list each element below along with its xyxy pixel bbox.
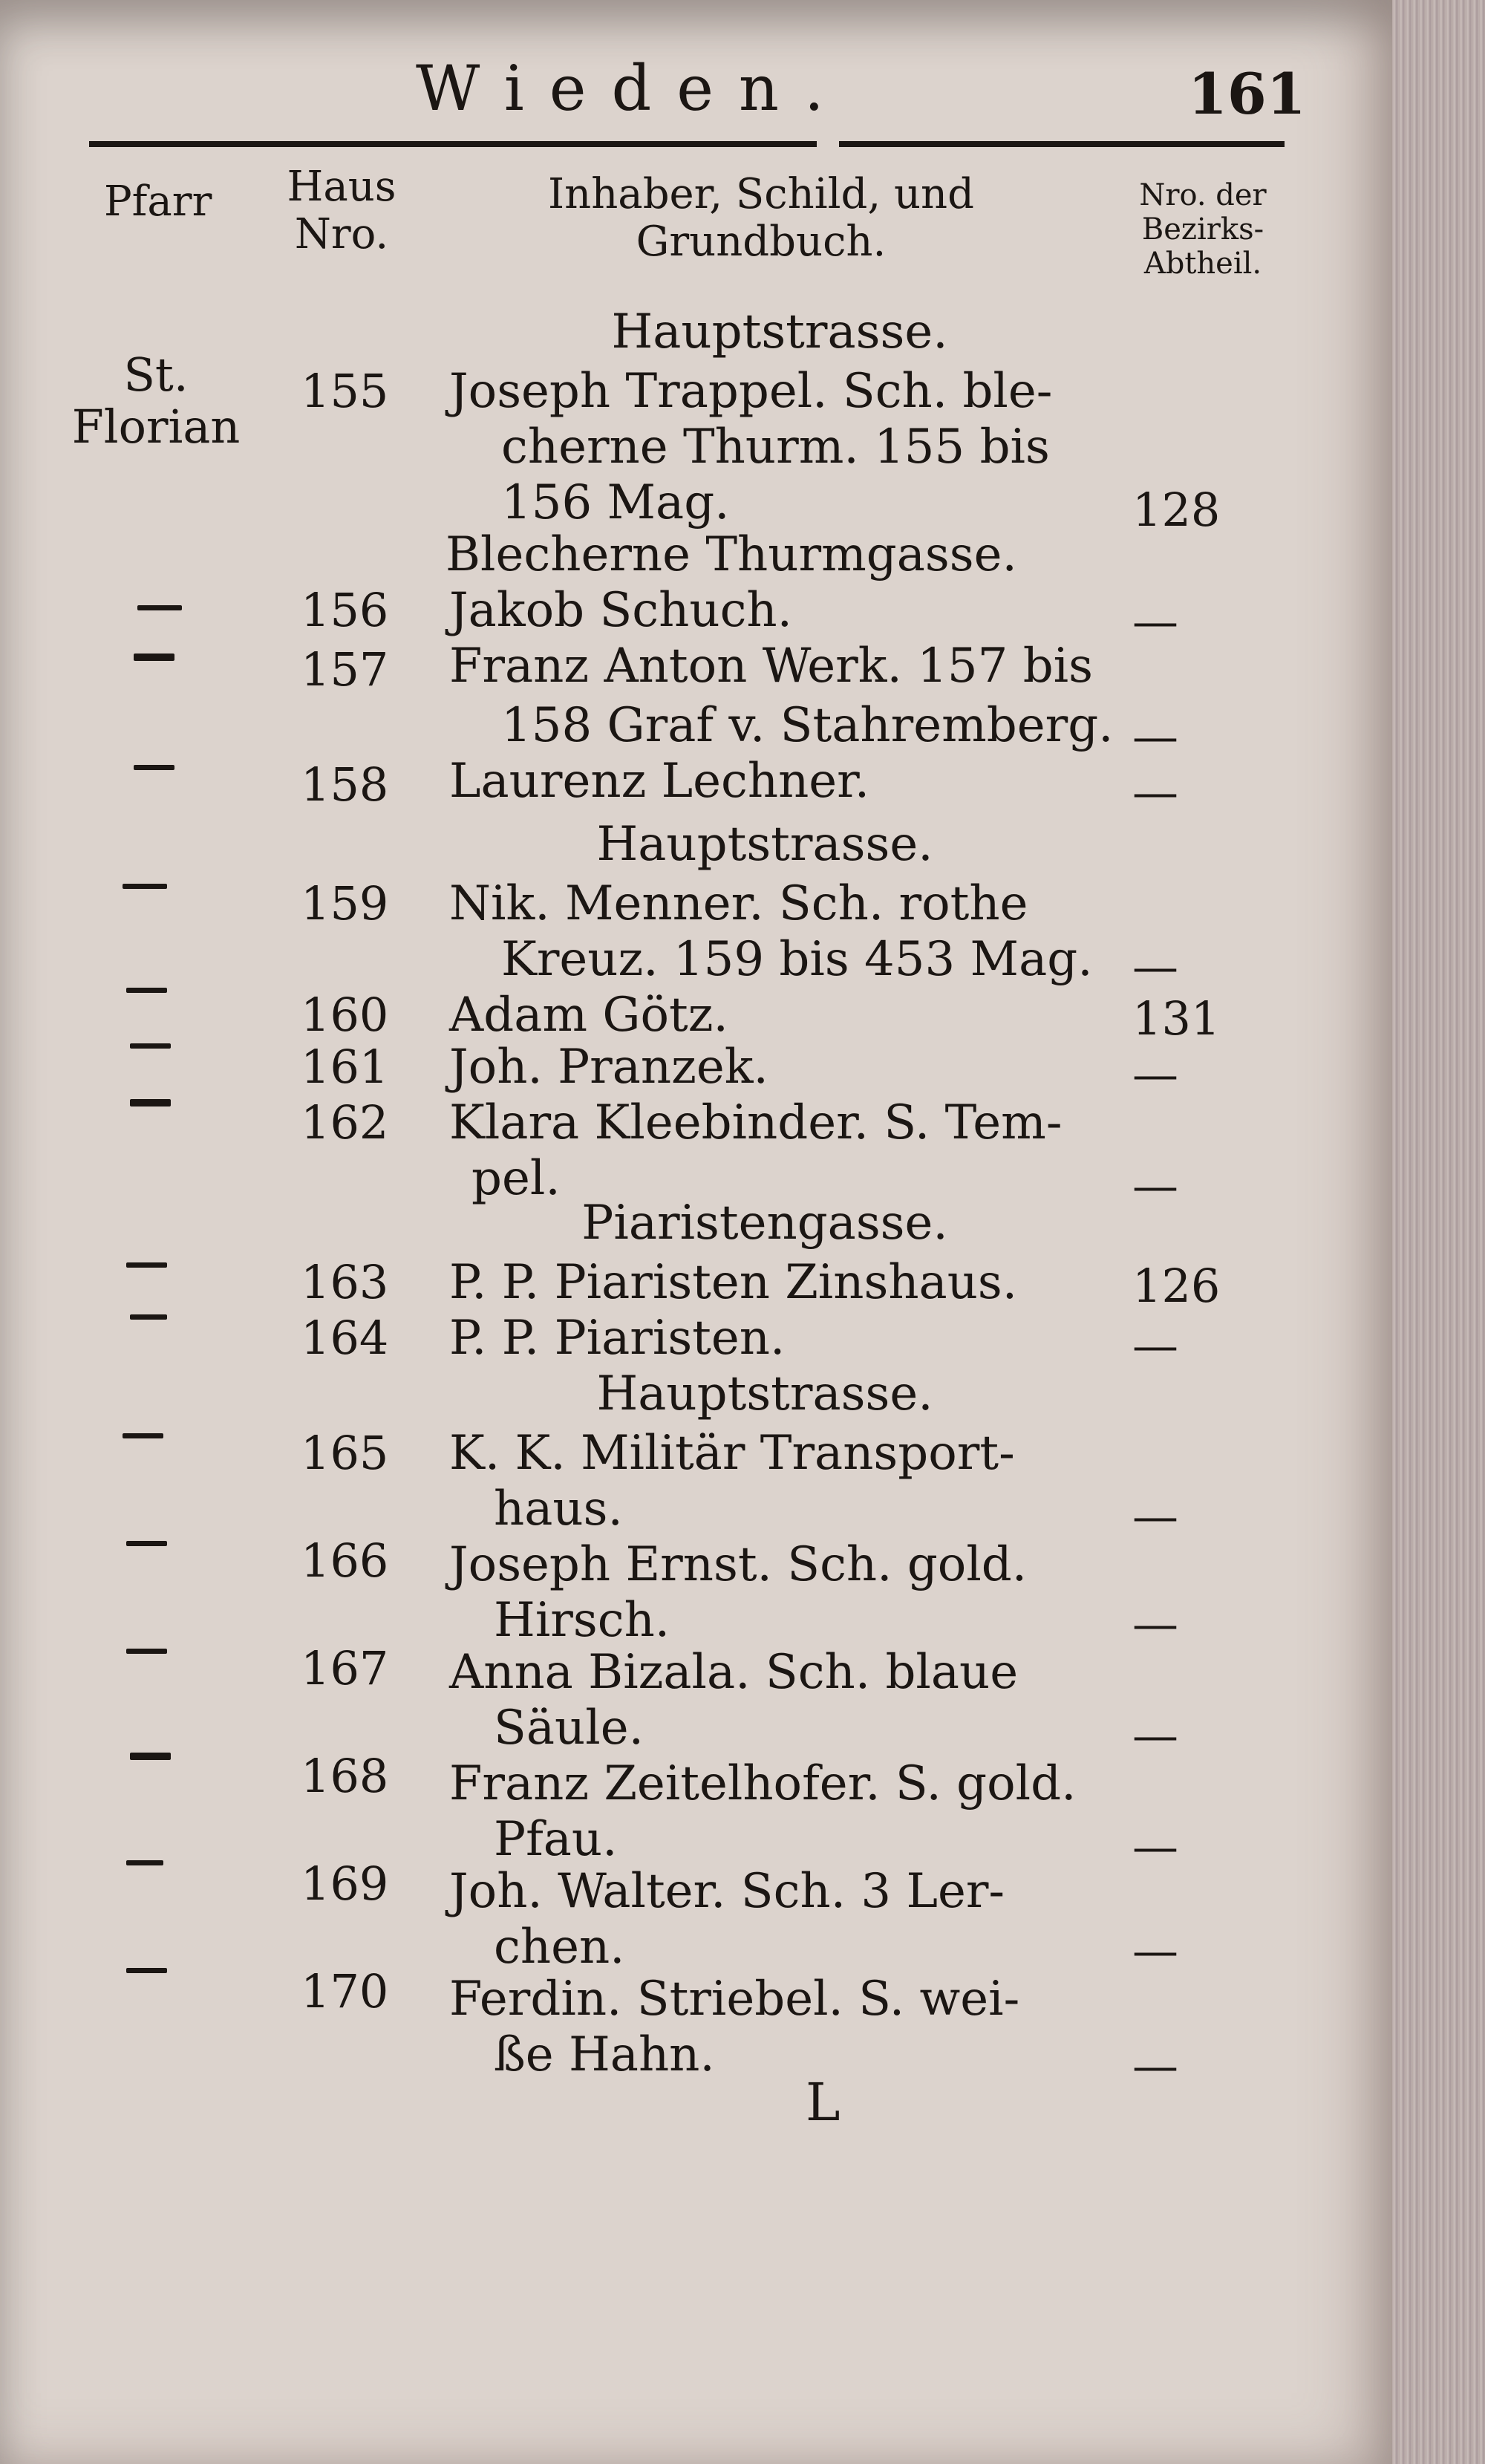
bezirk-number: —: [1132, 939, 1178, 994]
entry-line: Joseph Trappel. Sch. ble-: [449, 364, 1053, 419]
ditto-mark: [126, 1541, 167, 1546]
ditto-mark: [126, 1649, 167, 1654]
ditto-mark: [137, 605, 182, 610]
bezirk-number: —: [1132, 1923, 1178, 1978]
entry-line: P. P. Piaristen Zinshaus.: [449, 1255, 1018, 1310]
column-header-pfarr: Pfarr: [104, 177, 212, 226]
bezirk-number: —: [1132, 1158, 1178, 1213]
house-number: 167: [301, 1641, 389, 1695]
column-header-haus-nro: Haus Nro.: [287, 163, 396, 258]
entry-line: Pfau.: [494, 1812, 618, 1867]
entry-line: haus.: [494, 1482, 623, 1536]
bezirk-number: 128: [1132, 483, 1221, 537]
house-number: 168: [301, 1749, 389, 1803]
header-rule: [839, 141, 1285, 147]
ditto-mark: [126, 988, 167, 993]
ditto-mark: [130, 1314, 167, 1320]
bezirk-number: 131: [1132, 991, 1221, 1046]
bezirk-number: —: [1132, 765, 1178, 819]
entry-line: Nik. Menner. Sch. rothe: [449, 876, 1028, 931]
entry-line: pel.: [471, 1151, 561, 1206]
house-number: 164: [301, 1311, 389, 1365]
house-number: 170: [301, 1964, 389, 2018]
entry-line: Joh. Pranzek.: [449, 1040, 768, 1095]
bezirk-number: —: [1132, 1318, 1178, 1372]
page-title: Wieden.: [416, 52, 849, 125]
entry-line: Ferdin. Striebel. S. wei-: [449, 1972, 1020, 2027]
bezirk-number: —: [1132, 1597, 1178, 1651]
entry-line: Hirsch.: [494, 1593, 670, 1648]
entry-line: Säule.: [494, 1701, 644, 1756]
ditto-mark: [126, 1968, 167, 1973]
entry-line: Kreuz. 159 bis 453 Mag.: [501, 932, 1093, 987]
entry-line: Franz Zeitelhofer. S. gold.: [449, 1756, 1077, 1811]
entry-line: 156 Mag.: [501, 475, 730, 530]
ditto-mark: [123, 1433, 163, 1438]
entry-line: Anna Bizala. Sch. blaue: [449, 1645, 1019, 1700]
ditto-mark: [130, 1099, 171, 1106]
ditto-mark: [130, 1043, 171, 1049]
column-header-bezirk: Nro. der Bezirks-Abtheil.: [1139, 178, 1267, 281]
ditto-mark: [134, 765, 174, 770]
ditto-mark: [130, 1753, 171, 1760]
bezirk-number: —: [1132, 1489, 1178, 1543]
house-number: 169: [301, 1857, 389, 1911]
ditto-mark: [123, 884, 167, 889]
ditto-mark: [126, 1262, 167, 1268]
house-number: 157: [301, 642, 389, 697]
street-heading: Piaristengasse.: [581, 1196, 948, 1251]
catchword: L: [806, 2072, 841, 2133]
bezirk-number: 126: [1132, 1259, 1221, 1313]
bezirk-number: —: [1132, 2038, 1178, 2093]
entry-line: ße Hahn.: [494, 2027, 715, 2082]
street-heading: Hauptstrasse.: [596, 817, 933, 872]
entry-line: Franz Anton Werk. 157 bis: [449, 639, 1093, 694]
entry-line: Klara Kleebinder. S. Tem-: [449, 1095, 1063, 1150]
house-number: 165: [301, 1426, 389, 1480]
house-number: 155: [301, 364, 389, 418]
entry-line: P. P. Piaristen.: [449, 1311, 786, 1366]
bezirk-number: —: [1132, 1819, 1178, 1874]
parish-name: St. Florian: [71, 348, 241, 454]
page-edge: [1392, 0, 1485, 2464]
bezirk-number: —: [1132, 1708, 1178, 1762]
entry-line: Laurenz Lechner.: [449, 754, 870, 809]
entry-line: cherne Thurm. 155 bis: [501, 420, 1050, 475]
street-heading: Hauptstrasse.: [611, 304, 948, 359]
entry-line: chen.: [494, 1920, 625, 1975]
house-number: 161: [301, 1040, 389, 1094]
entry-line: 158 Graf v. Stahremberg.: [501, 698, 1114, 753]
house-number: 166: [301, 1534, 389, 1588]
bezirk-number: —: [1132, 1047, 1178, 1101]
entry-line: Jakob Schuch.: [449, 583, 792, 638]
bezirk-number: —: [1132, 594, 1178, 648]
street-heading: Blecherne Thurmgasse.: [446, 527, 1017, 582]
column-header-inhaber: Inhaber, Schild, und Grundbuch.: [548, 170, 974, 266]
house-number: 162: [301, 1095, 389, 1150]
house-number: 159: [301, 876, 389, 930]
page-number: 161: [1188, 61, 1306, 127]
ditto-mark: [134, 654, 174, 661]
entry-line: K. K. Militär Transport-: [449, 1426, 1015, 1481]
street-heading: Hauptstrasse.: [596, 1366, 933, 1421]
header-rule: [89, 141, 817, 147]
bezirk-number: —: [1132, 709, 1178, 763]
ditto-mark: [126, 1860, 163, 1865]
house-number: 156: [301, 583, 389, 637]
house-number: 160: [301, 988, 389, 1042]
entry-line: Joseph Ernst. Sch. gold.: [449, 1537, 1028, 1592]
entry-line: Adam Götz.: [449, 988, 728, 1043]
house-number: 163: [301, 1255, 389, 1309]
house-number: 158: [301, 757, 389, 812]
entry-line: Joh. Walter. Sch. 3 Ler-: [449, 1864, 1005, 1919]
